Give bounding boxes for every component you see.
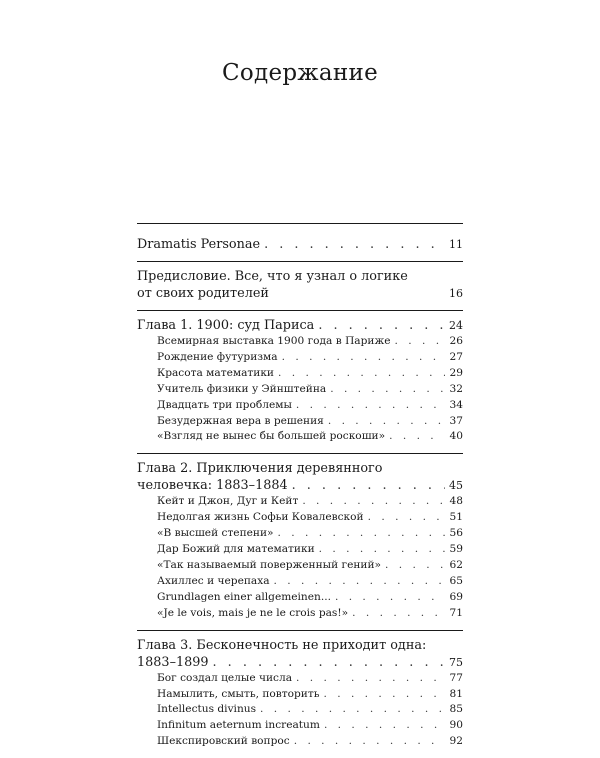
leader-dots bbox=[274, 574, 445, 590]
toc-subentry-page: 71 bbox=[449, 606, 463, 619]
toc-subentry-label: «Так называемый поверженный гений» bbox=[157, 558, 382, 571]
toc-entry-label: Dramatis Personae bbox=[137, 237, 261, 252]
toc-subentry[interactable] bbox=[137, 429, 463, 445]
toc-subentry-page: 40 bbox=[449, 430, 463, 443]
toc-subentry-label: Шекспировский вопрос bbox=[157, 735, 290, 748]
leader-dots bbox=[319, 542, 445, 558]
toc-entry-label-line: Предисловие. Все, что я узнал о логике bbox=[137, 269, 408, 284]
toc-subentry-page: 59 bbox=[449, 543, 463, 556]
leader-dots bbox=[213, 654, 445, 671]
leader-dots bbox=[264, 236, 445, 253]
toc-subentry-page: 62 bbox=[449, 558, 463, 571]
toc-subentry-page: 32 bbox=[449, 382, 463, 395]
toc-subentry-page: 85 bbox=[449, 703, 463, 716]
leader-dots bbox=[352, 606, 445, 622]
table-of-contents bbox=[137, 223, 463, 758]
toc-entry[interactable] bbox=[137, 477, 463, 494]
toc-subentry-label: Недолгая жизнь Софьи Ковалевской bbox=[157, 511, 364, 524]
toc-subentry-label: «В высшей степени» bbox=[157, 527, 274, 540]
toc-subentry[interactable] bbox=[137, 558, 463, 574]
toc-subentry-page: 48 bbox=[449, 495, 463, 508]
toc-subentry[interactable] bbox=[137, 574, 463, 590]
toc-subentry-page: 29 bbox=[449, 366, 463, 379]
toc-section-chapter-1 bbox=[137, 311, 463, 453]
leader-dots bbox=[292, 477, 445, 494]
leader-dots bbox=[330, 382, 445, 398]
leader-dots bbox=[278, 366, 445, 382]
toc-subentry[interactable] bbox=[137, 334, 463, 350]
toc-subentry-page: 26 bbox=[449, 335, 463, 347]
toc-subentry-label: Всемирная выставка 1900 года в Париже bbox=[157, 335, 391, 347]
toc-subentry[interactable] bbox=[137, 702, 463, 718]
toc-subentry-page: 81 bbox=[449, 687, 463, 700]
leader-dots bbox=[296, 671, 445, 687]
toc-subentry-label: Красота математики bbox=[157, 366, 274, 379]
toc-subentry-label: Intellectus divinus bbox=[157, 703, 257, 716]
toc-entry-label: человечка: 1883–1884 bbox=[137, 478, 288, 494]
leader-dots bbox=[389, 429, 445, 445]
toc-subentry[interactable] bbox=[137, 687, 463, 703]
toc-entry-page: 75 bbox=[449, 655, 463, 669]
toc-entry-label-line: Глава 2. Приключения деревянного bbox=[137, 461, 383, 477]
toc-subentry-label: Кейт и Джон, Дуг и Кейт bbox=[157, 495, 299, 508]
toc-subentry-label: Безудержная вера в решения bbox=[157, 414, 324, 427]
toc-section-preface bbox=[137, 262, 463, 310]
toc-subentry-page: 56 bbox=[449, 527, 463, 540]
toc-subentry[interactable] bbox=[137, 606, 463, 622]
toc-subentry-label: Бог создал целые числа bbox=[157, 671, 293, 684]
toc-subentry-page: 65 bbox=[449, 574, 463, 587]
toc-subentry[interactable] bbox=[137, 542, 463, 558]
toc-entry[interactable] bbox=[137, 317, 463, 334]
toc-entry-label-line: Глава 3. Бесконечность не приходит одна: bbox=[137, 637, 427, 653]
leader-dots bbox=[385, 558, 445, 574]
toc-subentry[interactable] bbox=[137, 718, 463, 734]
toc-subentry-page: 27 bbox=[449, 350, 463, 363]
toc-subentry[interactable] bbox=[137, 494, 463, 510]
toc-section-dramatis bbox=[137, 230, 463, 261]
toc-subentry[interactable] bbox=[137, 510, 463, 526]
toc-subentry[interactable] bbox=[137, 734, 463, 750]
toc-entry-page: 45 bbox=[449, 479, 463, 493]
toc-subentry[interactable] bbox=[137, 398, 463, 414]
toc-subentry-page: 34 bbox=[449, 398, 463, 411]
toc-subentry-page: 90 bbox=[449, 719, 463, 732]
toc-subentry[interactable] bbox=[137, 526, 463, 542]
toc-subentry-page: 51 bbox=[449, 511, 463, 524]
leader-dots bbox=[260, 702, 445, 718]
toc-subentry-label: Учитель физики у Эйнштейна bbox=[157, 382, 327, 395]
leader-dots bbox=[294, 734, 445, 750]
toc-subentry-label: Grundlagen einer allgemeinen... bbox=[157, 590, 331, 603]
toc-subentry-label: Рождение футуризма bbox=[157, 350, 278, 363]
toc-subentry[interactable] bbox=[137, 671, 463, 687]
toc-subentry-label: Infinitum aeternum increatum bbox=[157, 719, 320, 732]
toc-entry[interactable] bbox=[137, 654, 463, 671]
toc-subentry[interactable] bbox=[137, 382, 463, 398]
leader-dots bbox=[328, 414, 445, 430]
toc-subentry-label: Двадцать три проблемы bbox=[157, 398, 292, 411]
toc-entry-page: 11 bbox=[449, 238, 463, 251]
leader-dots bbox=[324, 718, 445, 734]
leader-dots bbox=[278, 526, 445, 542]
leader-dots bbox=[302, 494, 445, 510]
leader-dots bbox=[318, 317, 445, 334]
toc-subentry[interactable] bbox=[137, 414, 463, 430]
toc-entry-page: 16 bbox=[449, 287, 463, 300]
toc-subentry[interactable] bbox=[137, 590, 463, 606]
toc-subentry[interactable] bbox=[137, 350, 463, 366]
toc-entry-label: Глава 1. 1900: суд Париса bbox=[137, 318, 315, 333]
toc-subentry-page: 92 bbox=[449, 735, 463, 748]
leader-dots bbox=[296, 398, 445, 414]
leader-dots bbox=[282, 350, 445, 366]
toc-subentry-label: Дар Божий для математики bbox=[157, 543, 315, 556]
leader-dots bbox=[323, 687, 445, 703]
toc-subentry-label: «Взгляд не вынес бы большей роскоши» bbox=[157, 430, 386, 443]
toc-subentry-label: «Je le vois, mais je ne le crois pas!» bbox=[157, 606, 349, 619]
toc-subentry-label: Ахиллес и черепаха bbox=[157, 574, 270, 587]
page-title: Содержание bbox=[221, 60, 379, 86]
toc-subentry-label: Намылить, смыть, повторить bbox=[157, 687, 320, 700]
toc-entry[interactable] bbox=[137, 285, 463, 302]
toc-subentry-page: 77 bbox=[449, 671, 463, 684]
leader-dots bbox=[394, 334, 445, 350]
toc-subentry[interactable] bbox=[137, 366, 463, 382]
toc-entry-page: 24 bbox=[449, 319, 463, 332]
divider bbox=[137, 223, 463, 224]
leader-dots bbox=[335, 590, 445, 606]
toc-entry-label: от своих родителей bbox=[137, 286, 269, 301]
toc-subentry-page: 37 bbox=[449, 414, 463, 427]
toc-entry-label: 1883–1899 bbox=[137, 654, 209, 670]
leader-dots bbox=[368, 510, 445, 526]
toc-section-chapter-2 bbox=[137, 454, 463, 629]
toc-subentry-page: 69 bbox=[449, 590, 463, 603]
toc-entry[interactable] bbox=[137, 236, 463, 253]
toc-section-chapter-3 bbox=[137, 631, 463, 758]
